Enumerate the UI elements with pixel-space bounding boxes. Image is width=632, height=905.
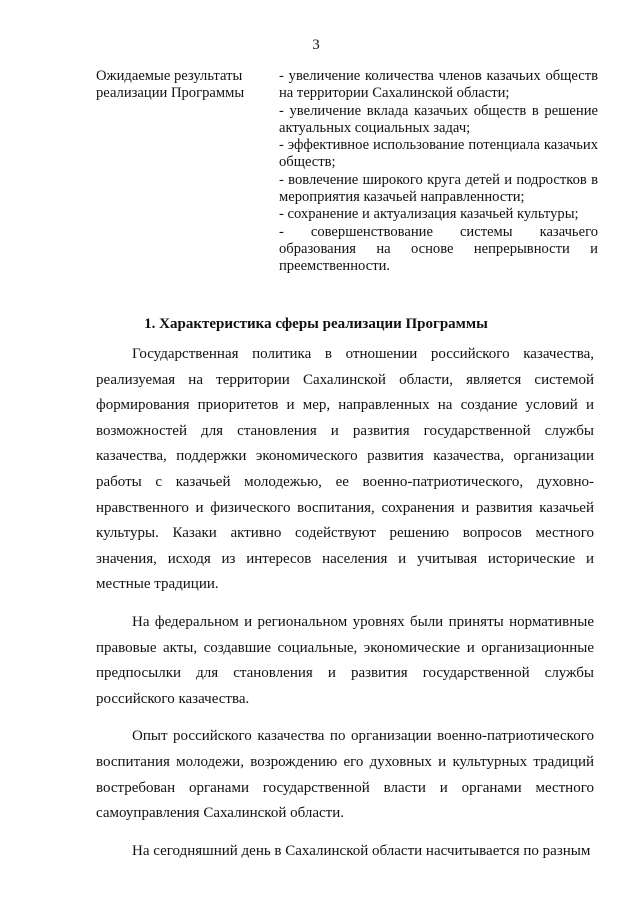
expected-result-item: - эффективное использование потенциала казачьих обществ; <box>279 137 598 171</box>
expected-results-label-line2: реализации Программы <box>96 85 245 101</box>
expected-result-item: - увеличение количества членов казачьих обществ на территории Сахалинской области; <box>279 68 598 102</box>
expected-results-label <box>96 68 276 102</box>
body-paragraph: Опыт российского казачества по организации военно-патриотического воспитания молодежи, возрождению его духовных и культурных традиций востребован органами государственной власти и органами местного самоуправления Сахалинской области. <box>96 728 594 822</box>
expected-result-item: - сохранение и актуализация казачьей культуры; <box>279 206 579 223</box>
expected-result-item: - вовлечение широкого круга детей и подростков в мероприятия казачьей направленности; <box>279 171 598 206</box>
body-paragraph: На сегодняшний день в Сахалинской области насчитывается по разным <box>132 842 591 859</box>
body-paragraph: Государственная политика в отношении российского казачества, реализуемая на территории Сахалинской области, является системой формирования приоритетов и мер, направленных на создание условий и возможностей для становления и развития государственной службы казачества, поддержки экономического развития казачества, организации работы с казачьей молодежью, ее военно-патриотического, духовно-нравственного и физического воспитания, сохранения и развития казачьей культуры. Казаки активно содействуют решению вопросов местного значения, исходя из интересов населения и учитывая исторические и местные традиции. <box>96 346 594 593</box>
expected-result-item: - совершенствование системы казачьего образования на основе непрерывности и преемственности. <box>279 223 598 275</box>
body-paragraph: На федеральном и региональном уровнях были приняты нормативные правовые акты, создавшие социальные, экономические и организационные предпосылки для становления и развития государственной службы российского казачества. <box>96 613 594 707</box>
expected-result-item: - увеличение вклада казачьих обществ в решение актуальных социальных задач; <box>279 102 598 136</box>
expected-results-list <box>279 68 598 276</box>
document-body <box>96 342 594 864</box>
expected-results-label-line1: Ожидаемые результаты <box>96 68 243 84</box>
page-number: 3 <box>312 37 320 53</box>
section-heading: 1. Характеристика сферы реализации Программы <box>144 316 488 332</box>
